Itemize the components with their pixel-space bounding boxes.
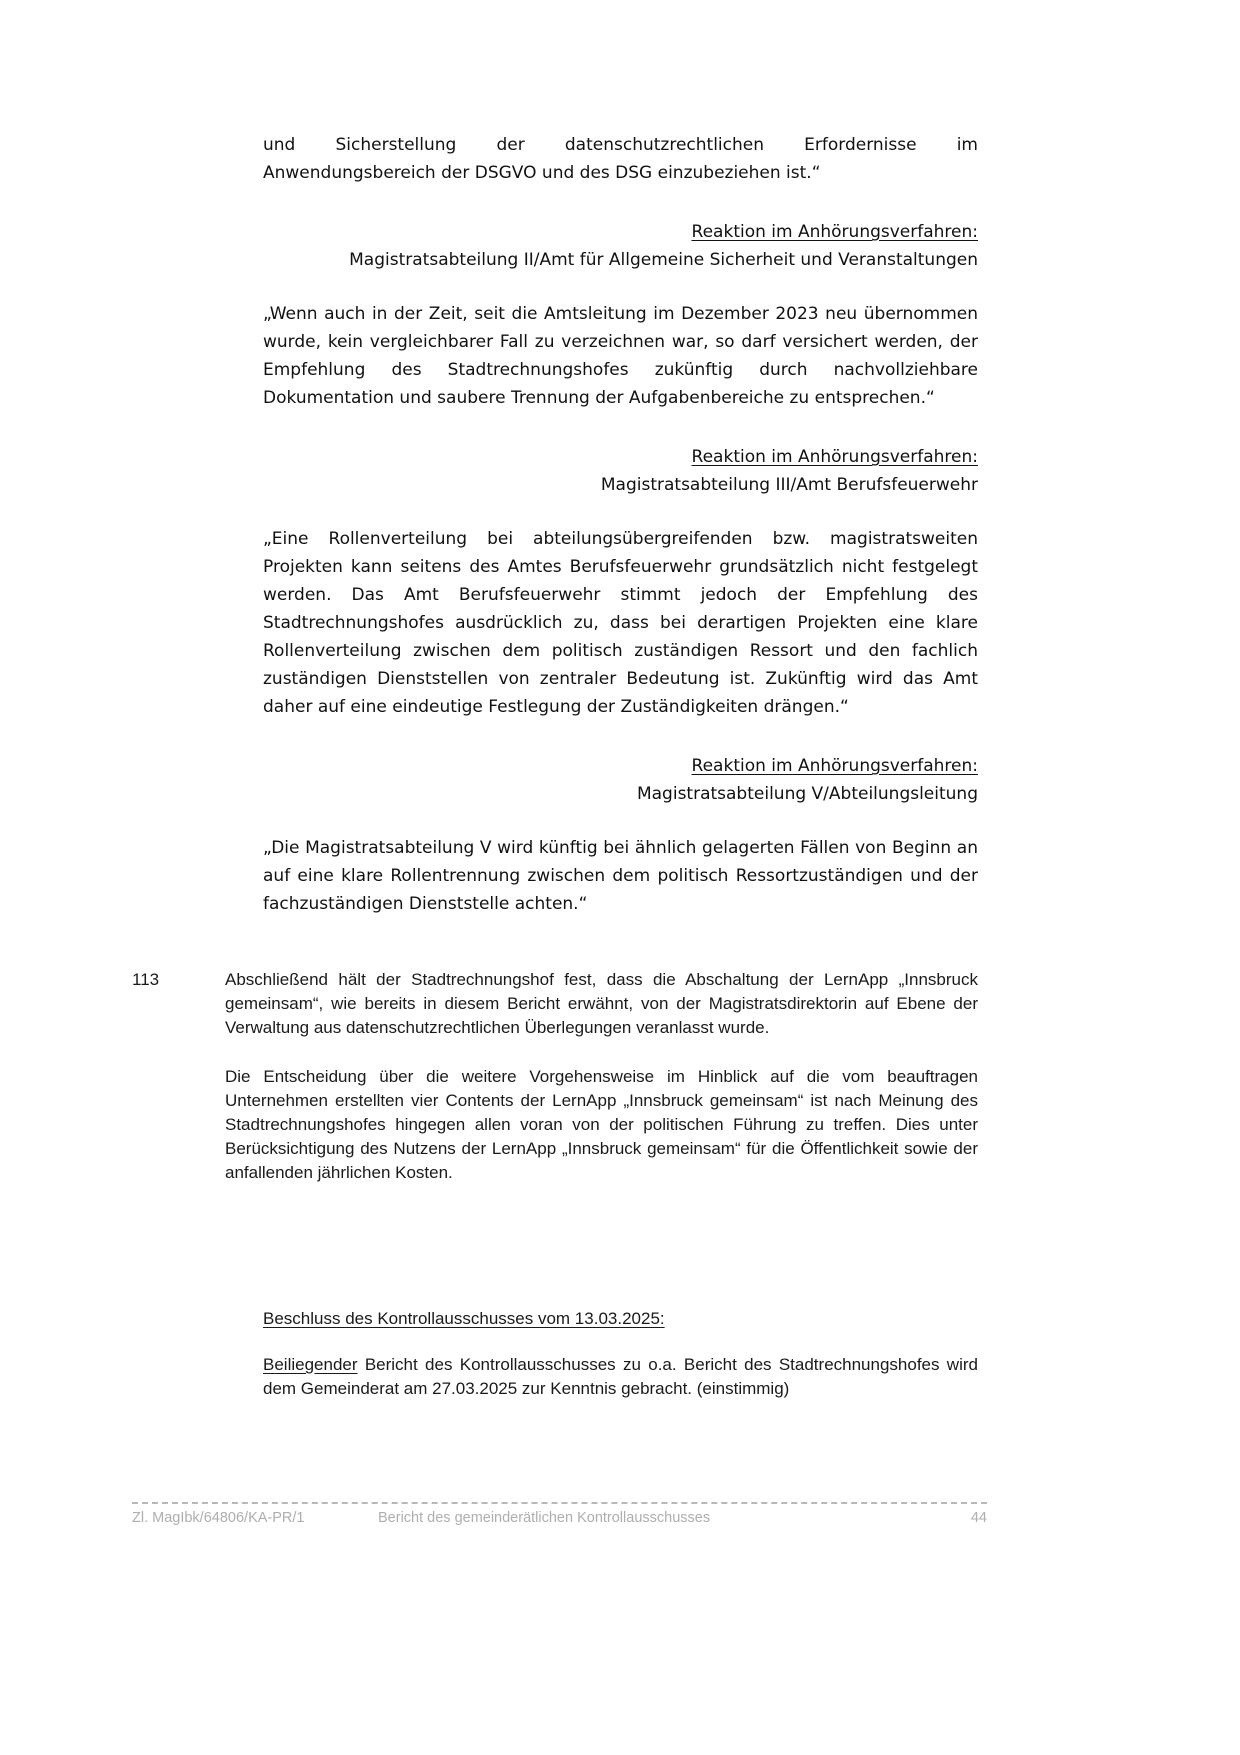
paragraph-113-text-2: Die Entscheidung über die weitere Vorgehensweise im Hinblick auf die vom beauftragen Unternehmen erstellten vier Contents der LernApp „Innsbruck gemeinsam“ ist nach Meinung des Stadtrechnungshofes hingegen allen voran von der politischen Führung zu treffen. Dies unter Berücksichtigung des Nutzens der LernApp „Innsbruck gemeinsam“ für die Öffentlichkeit sowie der anfallenden jährlichen Kosten. (225, 1067, 978, 1182)
resolution-heading: Beschluss des Kontrollausschusses vom 13.03.2025: (263, 1309, 665, 1328)
page-footer (132, 1502, 987, 1527)
footer-document-title: Bericht des gemeinderätlichen Kontrollausschusses (378, 1510, 711, 1526)
resolution-body-text: Bericht des Kontrollausschusses zu o.a. Bericht des Stadtrechnungshofes wird dem Gemeinderat am 27.03.2025 zur Kenntnis gebracht. (einstimmig) (263, 1355, 978, 1398)
paragraph-113-text-1: Abschließend hält der Stadtrechnungshof fest, dass die Abschaltung der LernApp „Innsbruck gemeinsam“, wie bereits in diesem Bericht erwähnt, von der Magistratsdirektorin auf Ebene der Verwaltung aus datenschutzrechtlichen Überlegungen veranlasst wurde. (225, 970, 978, 1037)
reaction-organization: Magistratsabteilung II/Amt für Allgemeine Sicherheit und Veranstaltungen (349, 250, 978, 270)
resolution-section (263, 1307, 978, 1401)
reaction-quote-ma3: „Eine Rollenverteilung bei abteilungsübergreifenden bzw. magistratsweiten Projekten kann seitens des Amtes Berufsfeuerwehr grundsätzlich nicht festgelegt werden. Das Amt Berufsfeuerwehr stimmt jedoch der Empfehlung des Stadtrechnungshofes ausdrücklich zu, dass bei derartigen Projekten eine klare Rollenverteilung zwischen dem politisch zuständigen Ressort und den fachlich zuständigen Dienststellen von zentraler Bedeutung ist. Zukünftig wird das Amt daher auf eine eindeutige Festlegung der Zuständigkeiten drängen.“ (263, 529, 978, 717)
reaction-section-ma3 (132, 443, 978, 499)
reaction-heading: Reaktion im Anhörungsverfahren: (691, 756, 978, 776)
footer-page-number: 44 (970, 1510, 987, 1526)
reaction-section-ma5 (132, 752, 978, 808)
reaction-quote-ma5: „Die Magistratsabteilung V wird künftig bei ähnlich gelagerten Fällen von Beginn an auf eine klare Rollentrennung zwischen dem politisch Ressortzuständigen und der fachzuständigen Dienststelle achten.“ (263, 838, 978, 914)
reaction-heading: Reaktion im Anhörungsverfahren: (691, 222, 978, 242)
paragraph-number: 113 (132, 970, 160, 989)
reaction-quote-ma2: „Wenn auch in der Zeit, seit die Amtsleitung im Dezember 2023 neu übernommen wurde, kein vergleichbarer Fall zu verzeichnen war, so darf versichert werden, der Empfehlung des Stadtrechnungshofes zukünftig durch nachvollziehbare Dokumentation und saubere Trennung der Aufgabenbereiche zu entsprechen.“ (263, 304, 978, 408)
reaction-organization: Magistratsabteilung III/Amt Berufsfeuerwehr (600, 475, 978, 495)
paragraph-113 (132, 968, 978, 1185)
reaction-organization: Magistratsabteilung V/Abteilungsleitung (636, 784, 978, 804)
resolution-lead-word: Beiliegender (263, 1355, 358, 1374)
resolution-body (263, 1353, 978, 1401)
reaction-heading: Reaktion im Anhörungsverfahren: (691, 447, 978, 467)
paragraph-body (225, 968, 978, 1185)
reaction-section-ma2 (132, 218, 978, 274)
quote-continuation: und Sicherstellung der datenschutzrechtlichen Erfordernisse im Anwendungsbereich der DSGVO und des DSG einzubeziehen ist.“ (263, 135, 978, 183)
footer-reference-number: Zl. MagIbk/64806/KA-PR/1 (132, 1510, 305, 1526)
